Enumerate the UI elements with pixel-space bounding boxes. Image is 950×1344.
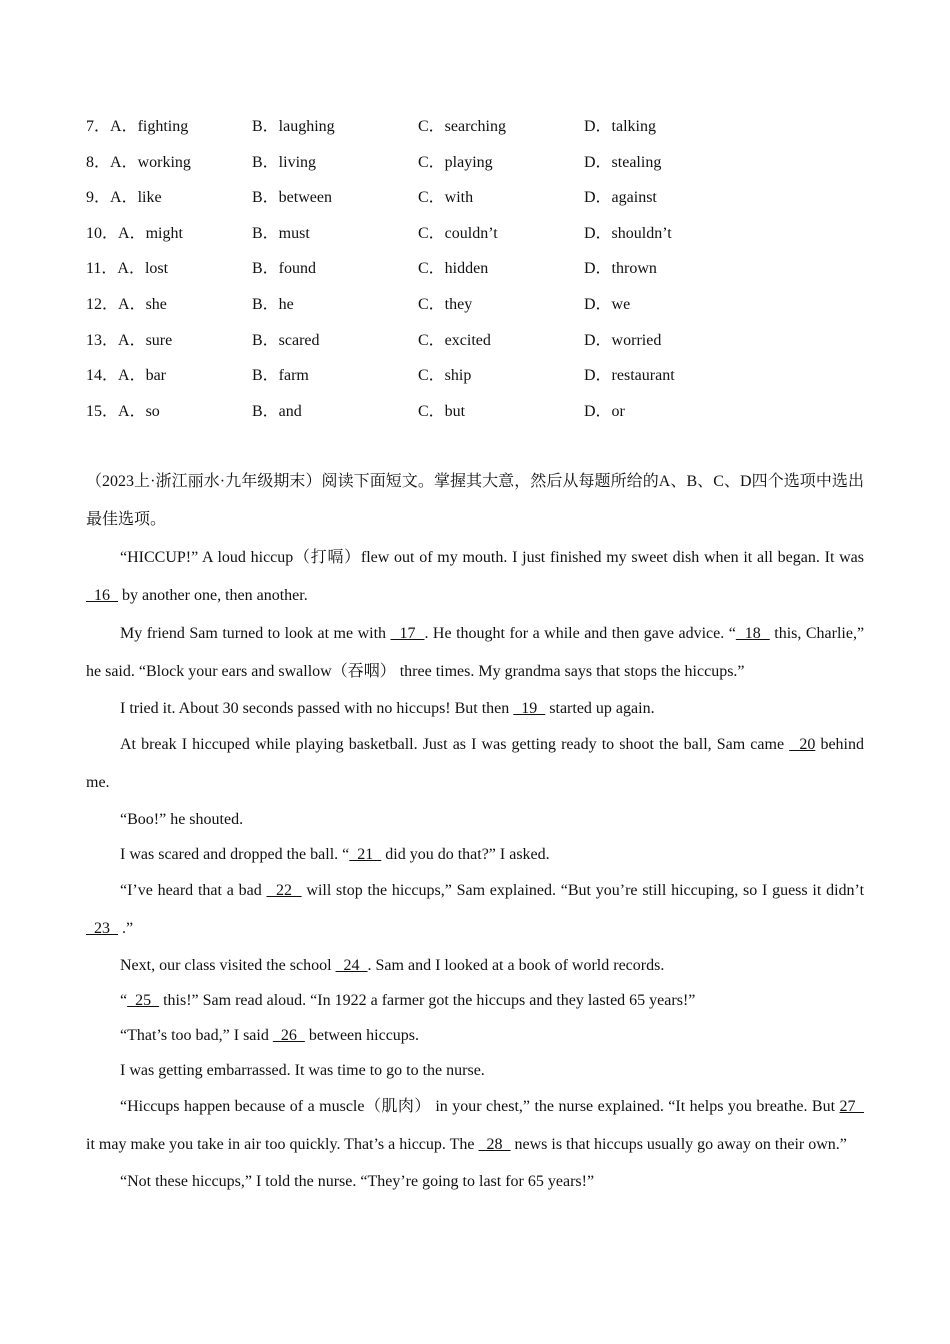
option-a: 12．A．she: [86, 295, 167, 313]
blank-23: 23: [86, 920, 118, 937]
option-d: D．stealing: [584, 153, 662, 171]
paragraph: My friend Sam turned to look at me with 17 . He thought for a while and then gave advice. “ 18 this, Charlie,” he said. “Block your ears and swallow（吞咽） three times. My grandma says that stops the hiccups.”: [86, 625, 865, 680]
option-c: C．ship: [418, 367, 472, 385]
blank-28: 28: [478, 1136, 511, 1153]
option-row: [86, 251, 876, 287]
option-d: D．or: [584, 402, 625, 420]
blank-24: 24: [335, 957, 368, 974]
option-d: D．thrown: [584, 260, 657, 278]
paragraph: “That’s too bad,” I said 26 between hiccups.: [120, 1027, 420, 1044]
blank-26: 26: [272, 1027, 305, 1044]
answer-options: [86, 109, 876, 429]
blank-17: 17: [390, 625, 425, 642]
option-a: 8．A．working: [86, 153, 191, 171]
option-row: [86, 287, 876, 323]
option-d: D．shouldn’t: [584, 224, 672, 242]
blank-25: 25: [127, 992, 160, 1009]
option-a: 14．A．bar: [86, 367, 167, 385]
blank-18: 18: [735, 625, 770, 642]
paragraph: “Hiccups happen because of a muscle（肌肉） in your chest,” the nurse explained. “It helps you breathe. But 27 it may make you take in air too quickly. That’s a hiccup. The 28 news is that hiccups usually go away on their own.”: [86, 1098, 864, 1153]
option-d: D．we: [584, 295, 631, 313]
option-b: B．must: [252, 224, 310, 242]
paragraph: “HICCUP!” A loud hiccup（打嗝）flew out of my mouth. I just finished my sweet dish when it all began. It was 16 by another one, then another.: [86, 549, 864, 604]
option-b: B．scared: [252, 331, 320, 349]
option-c: C．with: [418, 189, 474, 207]
option-a: 7．A．fighting: [86, 118, 189, 135]
option-a: 13．A．sure: [86, 331, 173, 349]
option-b: B．and: [252, 402, 302, 420]
option-row: [86, 216, 876, 252]
paragraph: “Boo!” he shouted.: [120, 811, 244, 828]
option-c: C．they: [418, 295, 473, 313]
paragraph: “ 25 this!” Sam read aloud. “In 1922 a farmer got the hiccups and they lasted 65 years!”: [120, 992, 696, 1009]
blank-22: 22: [266, 882, 302, 899]
option-b: B．he: [252, 295, 294, 313]
paragraph: I tried it. About 30 seconds passed with no hiccups! But then 19 started up again.: [120, 700, 655, 717]
option-c: C．couldn’t: [418, 224, 498, 242]
option-b: B．living: [252, 153, 317, 171]
option-row: [86, 145, 876, 181]
option-row: [86, 323, 876, 359]
option-row: [86, 180, 876, 216]
blank-19: 19: [513, 700, 546, 717]
paragraph: “Not these hiccups,” I told the nurse. “They’re going to last for 65 years!”: [120, 1173, 595, 1190]
option-b: B．found: [252, 260, 317, 278]
option-c: C．hidden: [418, 260, 489, 278]
option-d: D．against: [584, 189, 657, 207]
blank-16: 16: [86, 587, 118, 604]
option-d: D．restaurant: [584, 367, 675, 385]
option-c: C．searching: [418, 118, 506, 135]
paragraph: I was scared and dropped the ball. “ 21 did you do that?” I asked.: [120, 846, 550, 863]
reading-passage: [86, 463, 864, 1199]
passage-instructions: （2023上·浙江丽水·九年级期末）阅读下面短文。掌握其大意，然后从每题所给的A、B、C、D四个选项中选出最佳选项。: [86, 473, 864, 528]
paragraph: “I’ve heard that a bad 22 will stop the hiccups,” Sam explained. “But you’re still hiccuping, so I guess it didn’t 23 .”: [86, 882, 865, 937]
option-d: D．talking: [584, 118, 656, 135]
option-b: B．between: [252, 189, 332, 207]
option-row: [86, 358, 876, 394]
option-a: 11．A．lost: [86, 260, 169, 278]
option-row: [86, 109, 876, 145]
paragraph: I was getting embarrassed. It was time to go to the nurse.: [120, 1062, 485, 1079]
option-b: B．laughing: [252, 118, 335, 135]
option-d: D．worried: [584, 331, 662, 349]
paragraph: Next, our class visited the school 24 . Sam and I looked at a book of world records.: [120, 957, 665, 974]
blank-20: 20: [789, 736, 816, 753]
option-b: B．farm: [252, 367, 309, 385]
blank-27: 27: [839, 1098, 864, 1115]
option-c: C．excited: [418, 331, 491, 349]
option-c: C．playing: [418, 153, 493, 171]
option-a: 10．A．might: [86, 224, 183, 242]
option-a: 9．A．like: [86, 189, 162, 207]
option-a: 15．A．so: [86, 402, 160, 420]
option-c: C．but: [418, 402, 466, 420]
paragraph: At break I hiccuped while playing basketball. Just as I was getting ready to shoot the ball, Sam came 20 behind me.: [86, 736, 865, 791]
blank-21: 21: [349, 846, 382, 863]
option-row: [86, 394, 876, 430]
